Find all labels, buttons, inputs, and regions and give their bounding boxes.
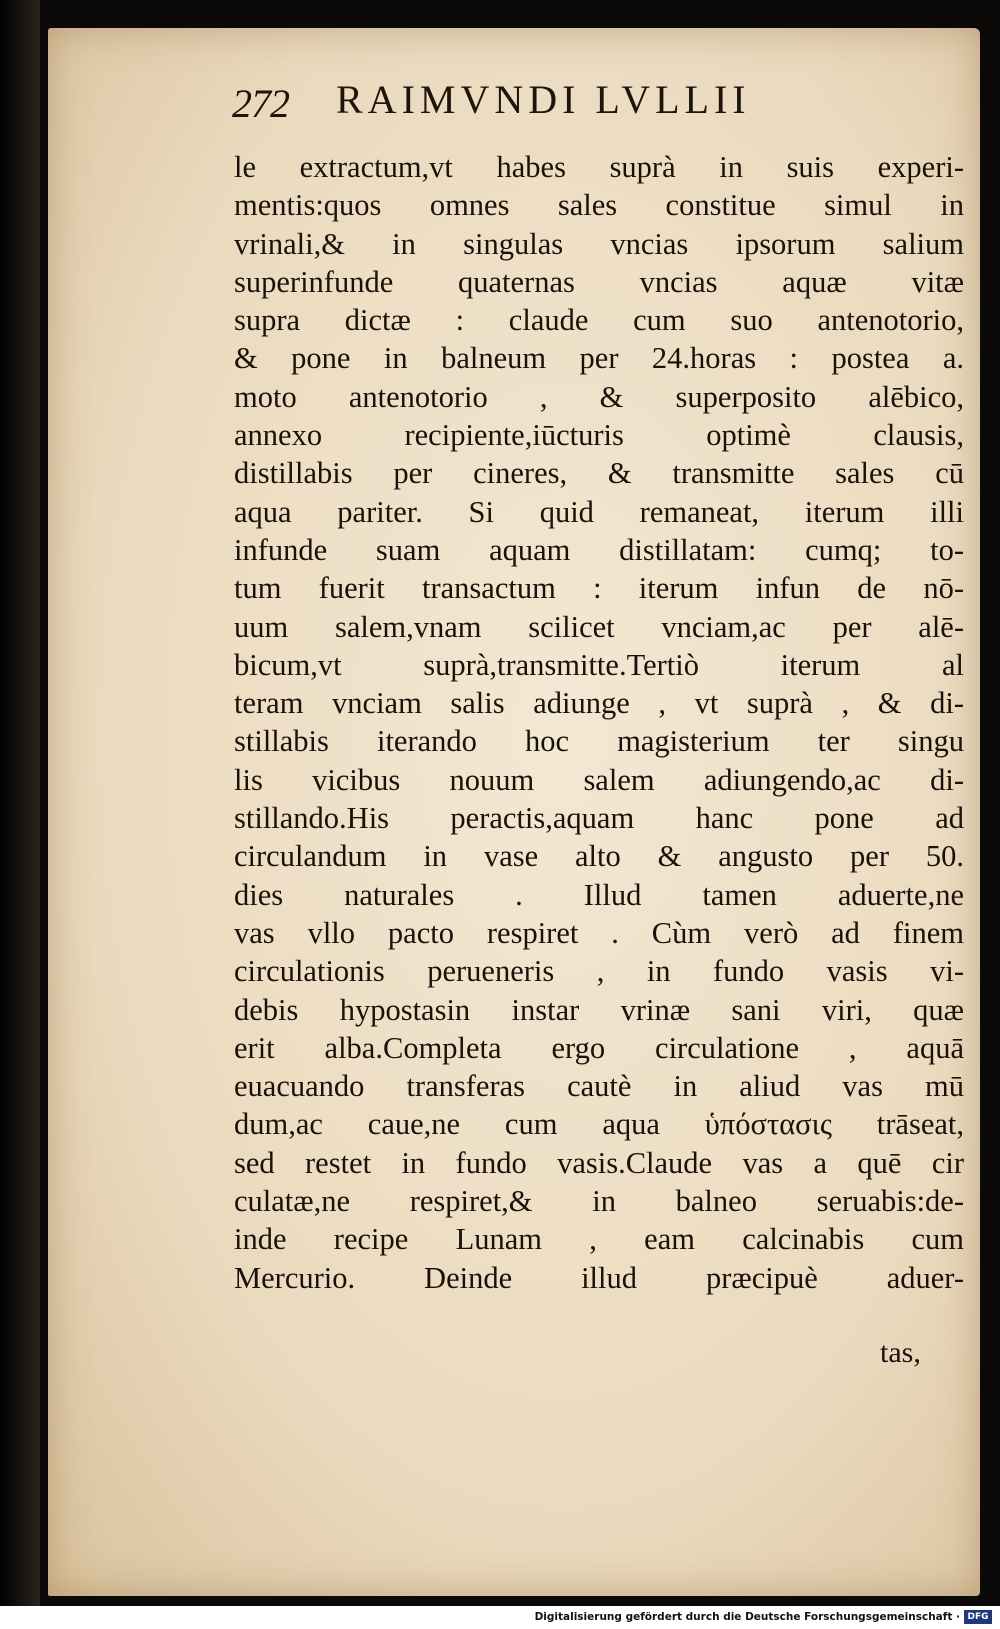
text-line: stillando.His peractis,aquam hanc pone ad: [234, 801, 964, 836]
text-line: Mercurio. Deinde illud præcipuè aduer-: [234, 1260, 964, 1295]
text-line: erit alba.Completa ergo circulatione , aquā: [234, 1030, 964, 1065]
text-line: annexo recipiente,iūcturis optimè clausis,: [234, 418, 964, 453]
text-line: euacuando transferas cautè in aliud vas mū: [234, 1069, 964, 1104]
body-text: [234, 148, 964, 1297]
running-head: RAIMVNDI LVLLII: [336, 77, 751, 122]
text-line: teram vnciam salis adiunge , vt suprà , & di-: [234, 686, 964, 721]
text-line: uum salem,vnam scilicet vnciam,ac per alē-: [234, 609, 964, 644]
text-line: superinfunde quaternas vncias aquæ vitæ: [234, 264, 964, 299]
text-line: aqua pariter. Si quid remaneat, iterum illi: [234, 494, 964, 529]
text-line: tum fuerit transactum : iterum infun de nō-: [234, 571, 964, 606]
text-line: vas vllo pacto respiret . Cùm verò ad finem: [234, 915, 964, 950]
text-line: circulationis perueneris , in fundo vasis vi-: [234, 954, 964, 989]
text-line: inde recipe Lunam , eam calcinabis cum: [234, 1222, 964, 1257]
text-line: moto antenotorio , & superposito alēbico,: [234, 379, 964, 414]
funding-credit: Digitalisierung gefördert durch die Deutsche Forschungsgemeinschaft ·: [534, 1611, 960, 1623]
text-line: mentis:quos omnes sales constitue simul in: [234, 188, 964, 223]
text-line: le extractum,vt habes suprà in suis experi-: [234, 150, 964, 184]
text-line: bicum,vt suprà,transmitte.Tertiò iterum al: [234, 647, 964, 682]
page-number: 272: [232, 81, 289, 126]
text-line: & pone in balneum per 24.horas : postea a.: [234, 341, 964, 376]
page-header: [232, 76, 872, 136]
text-line: dies naturales . Illud tamen aduerte,ne: [234, 877, 964, 912]
text-line: circulandum in vase alto & angusto per 50.: [234, 839, 964, 874]
text-line: sed restet in fundo vasis.Claude vas a quē cir: [234, 1145, 964, 1180]
text-line: lis vicibus nouum salem adiungendo,ac di-: [234, 762, 964, 797]
text-line: infunde suam aquam distillatam: cumq; to-: [234, 532, 964, 567]
text-line: dum,ac caue,ne cum aqua ὑπόστασις trāseat,: [234, 1107, 964, 1142]
text-line: culatæ,ne respiret,& in balneo seruabis:de-: [234, 1184, 964, 1219]
footer-bar: [0, 1606, 1000, 1629]
text-line: stillabis iterando hoc magisterium ter singu: [234, 724, 964, 759]
text-line: debis hypostasin instar vrinæ sani viri, quæ: [234, 992, 964, 1027]
text-line: vrinali,& in singulas vncias ipsorum salium: [234, 226, 964, 261]
text-line: supra dictæ : claude cum suo antenotorio,: [234, 303, 964, 338]
book-spine-edge: [0, 0, 40, 1606]
catchword: tas,: [880, 1336, 921, 1369]
text-line: distillabis per cineres, & transmitte sales cū: [234, 456, 964, 491]
dfg-logo: DFG: [964, 1610, 992, 1624]
